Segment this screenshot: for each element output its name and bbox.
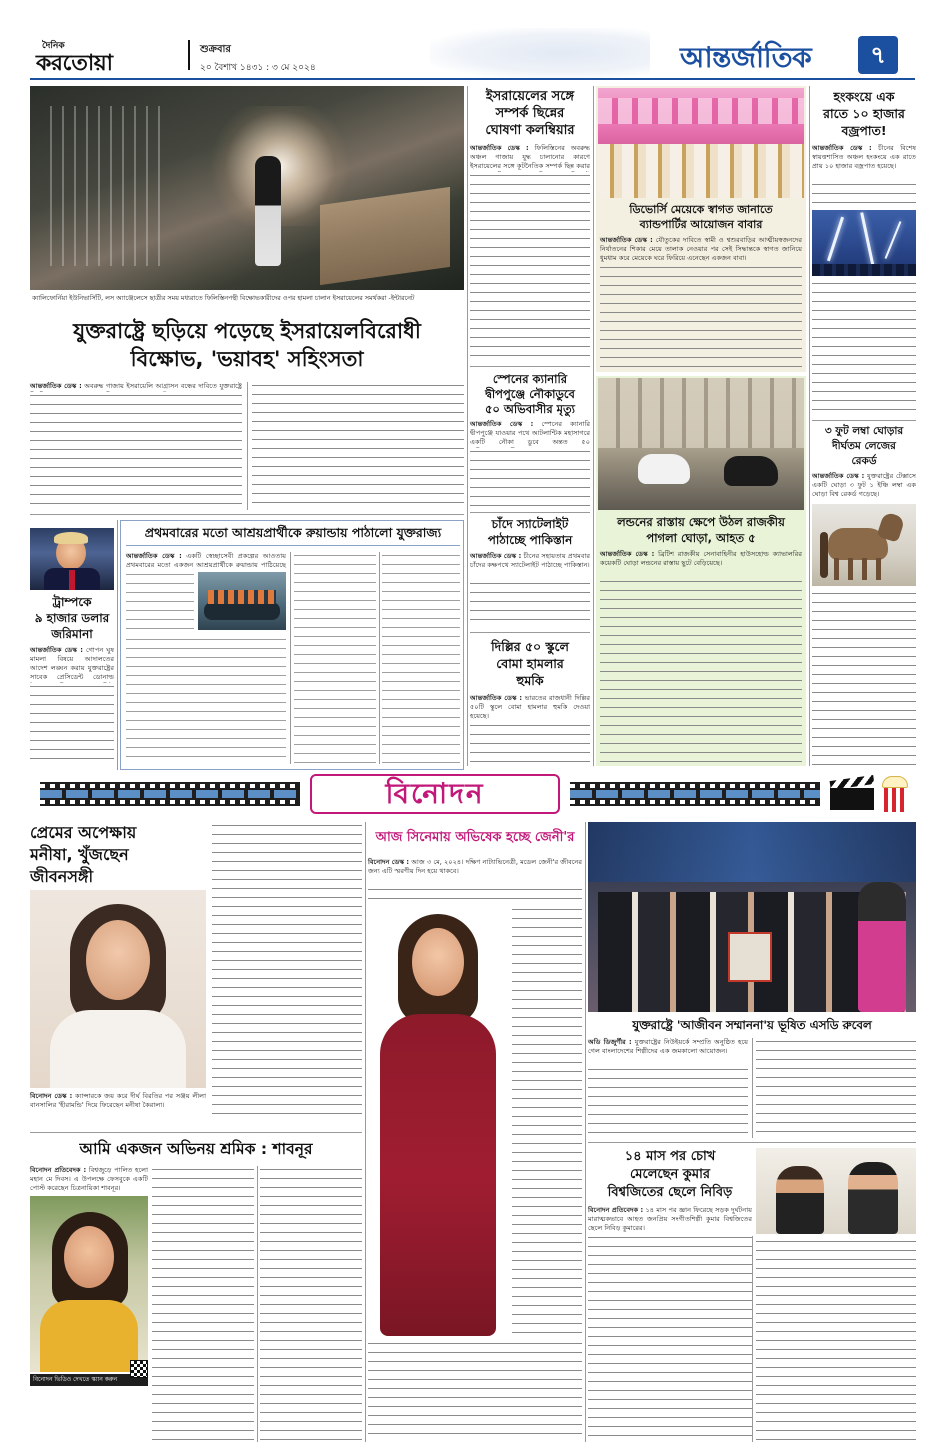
lead-body-intro xyxy=(30,382,242,391)
horse-record-photo xyxy=(812,504,916,586)
satellite-headline-1: চাঁদে স্যাটেলাইট xyxy=(491,517,569,531)
manisha-headline-1: প্রেমের অপেক্ষায় xyxy=(30,823,137,842)
shabnur-photo xyxy=(30,1196,148,1372)
rwanda-body: একটি স্বেচ্ছাসেবী প্রকল্পের আওতায় প্রথমবারের মতো একজন আশ্রয়প্রার্থীকে রুয়ান্ডায় পাঠিয়েছে xyxy=(126,552,286,569)
rwanda-kicker: আন্তর্জাতিক ডেস্ক : xyxy=(126,552,182,560)
hongkong-bolt-2 xyxy=(860,212,875,267)
colombia-headline-2: সম্পর্ক ছিন্নের xyxy=(495,106,565,121)
canary-headline-2: দ্বীপপুঞ্জে নৌকাডুবে xyxy=(485,387,575,401)
rubel-headline: যুক্তরাষ্ট্রে 'আজীবন সম্মাননা'য় ভূষিত এসডি রুবেল xyxy=(632,1018,872,1032)
trump-body-intro xyxy=(30,646,114,682)
canary-headline-3: ৫০ অভিবাসীর মৃত্যু xyxy=(484,402,576,416)
colombia-body-lines xyxy=(470,172,590,362)
divorce-body-lines xyxy=(600,264,802,368)
london-horse-body: ব্রিটিশ রাজকীয় সেনাবাহিনীর হাউসহোল্ড ক্যাভালরির কয়েকটি ঘোড়া লন্ডনের রাস্তায় ছুটে বেড়িয়েছে। xyxy=(600,550,802,567)
satellite-headline-2: পাঠাচ্ছে পাকিস্তান xyxy=(487,533,573,547)
rubel-col-divider xyxy=(752,1038,753,1138)
manisha-body-intro xyxy=(30,1092,206,1128)
satellite-body-intro xyxy=(470,552,590,579)
delhi-body-intro xyxy=(470,694,590,721)
nibir-body-intro xyxy=(588,1206,752,1233)
rwanda-rule xyxy=(126,545,460,546)
delhi-body: ভারতের রাজধানী দিল্লির ৫০টি স্কুলে বোমা হামলার হুমকি দেওয়া হয়েছে। xyxy=(470,694,590,720)
jenny-body-top xyxy=(368,886,582,904)
jenny-body-right xyxy=(512,906,582,1336)
rwanda-headline: প্রথমবারের মতো আশ্রয়প্রার্থীকে রুয়ান্ডায় পাঠালো যুক্তরাজ্য xyxy=(144,525,442,540)
qr-code-icon xyxy=(130,1360,148,1378)
shabnur-body-intro xyxy=(30,1166,148,1193)
london-horse-body-lines xyxy=(600,578,802,762)
rwanda-col-divider-2 xyxy=(379,552,380,764)
rubel-photo-screen xyxy=(588,822,916,882)
rwanda-body-intro xyxy=(126,552,286,570)
divorce-body: যৌতুকের দাবিতে স্বামী ও শ্বশুরবাড়ির আত্মীয়স্বজনদের নির্যাতনের শিকার মেয়ে তালাক নেওয়ার পর সেই সিদ্ধান্তকে স্বাগত জানিয়ে ধুমধাম করে মেয়েকে ঘরে ফিরিয়ে এনেছেন একজন বাবা। xyxy=(600,236,802,262)
trump-headline-2: ৯ হাজার ডলার xyxy=(34,611,110,625)
manisha-body-col-2 xyxy=(212,822,362,1120)
rwanda-body-col-1 xyxy=(126,571,194,633)
jenny-body-intro xyxy=(368,858,582,885)
delhi-body-lines xyxy=(470,722,590,764)
colombia-body-intro xyxy=(470,144,590,171)
hongkong-headline-1: হংকংয়ে এক xyxy=(833,89,895,104)
hongkong-headline-2: রাতে ১০ হাজার xyxy=(823,106,905,121)
film-strip-left-frames xyxy=(40,790,300,798)
rubel-body-intro xyxy=(588,1038,748,1065)
rwanda-col-divider-1 xyxy=(290,552,291,764)
popcorn-icon xyxy=(880,776,910,812)
nibir-photo-person-2 xyxy=(848,1162,898,1234)
jenny-body-bottom xyxy=(368,1340,582,1442)
hongkong-kicker: আন্তর্জাতিক ডেস্ক : xyxy=(812,144,872,152)
binodon-divider-2 xyxy=(585,822,586,1442)
nibir-headline-2: মেলেছেন কুমার xyxy=(629,1167,711,1182)
shabnur-photo-face xyxy=(64,1226,114,1288)
manisha-headline-3: জীবনসঙ্গী xyxy=(30,867,94,886)
film-strip-left-holes-top xyxy=(40,784,300,788)
delhi-headline-1: দিল্লির ৫০ স্কুলে xyxy=(491,639,569,654)
intl-divider-3 xyxy=(809,86,810,766)
horse-record-legs xyxy=(834,558,884,580)
trump-photo-hair xyxy=(54,532,88,544)
colombia-headline-3: ঘোষণা কলম্বিয়ার xyxy=(485,123,575,138)
shabnur-body-col-3 xyxy=(260,1166,362,1442)
jenny-body: আজ ৩ মে, ২০২৪। দক্ষিণ নাট্যাভিনেত্রী, মডেল জেনী'র জীবনের জন্য এটি স্মরণীয় দিন হয়ে থাকবে। xyxy=(368,858,582,875)
clapperboard-icon xyxy=(830,778,874,810)
london-horse-headline-2: পাগলা ঘোড়া, আহত ৫ xyxy=(646,531,756,545)
trump-photo xyxy=(30,528,114,590)
london-horse-photo xyxy=(598,378,804,510)
divorce-kicker: আন্তর্জাতিক ডেস্ক : xyxy=(600,236,653,244)
canary-rule xyxy=(470,512,590,513)
nibir-photo xyxy=(756,1148,916,1234)
rwanda-boat-photo xyxy=(198,572,286,630)
lead-photo-fence xyxy=(40,106,160,266)
hongkong-body-lines-1 xyxy=(812,181,916,207)
lead-bottom-rule xyxy=(30,514,464,515)
london-horse-photo-building xyxy=(598,378,804,448)
popcorn-box xyxy=(884,788,906,812)
lead-body-col-1 xyxy=(30,392,242,510)
film-strip-left-holes-bottom xyxy=(40,800,300,804)
horse-record-kicker: আন্তর্জাতিক ডেস্ক : xyxy=(812,472,865,480)
jenny-headline: আজ সিনেমায় অভিষেক হচ্ছে জেনী'র xyxy=(375,830,575,845)
horse-record-tail xyxy=(820,532,828,578)
intl-divider-2 xyxy=(593,86,594,766)
canary-body-intro xyxy=(470,420,590,447)
trump-kicker: আন্তর্জাতিক ডেস্ক : xyxy=(30,646,83,654)
page-number-badge xyxy=(858,36,898,74)
lead-photo-boards xyxy=(320,187,450,285)
binodon-banner xyxy=(30,774,915,814)
hongkong-skyline xyxy=(812,264,916,276)
logo-text: করতোয়া xyxy=(36,51,113,76)
masthead xyxy=(0,0,945,80)
rwanda-body-col-2 xyxy=(294,552,376,764)
binodon-divider-1 xyxy=(365,822,366,1442)
manisha-photo-dress xyxy=(50,1010,186,1088)
rubel-photo xyxy=(588,822,916,1012)
lead-headline-2: বিক্ষোভ, 'ভয়াবহ' সহিংসতা xyxy=(130,347,364,371)
divorce-headline-1: ডিভোর্সি মেয়েকে স্বাগত জানাতে xyxy=(629,203,773,216)
divorce-headline-2: ব্যান্ডপার্টির আয়োজন বাবার xyxy=(639,218,763,231)
delhi-headline-3: হুমকি xyxy=(516,673,544,688)
delhi-headline-2: বোমা হামলার xyxy=(496,656,564,671)
manisha-kicker: বিনোদন ডেস্ক : xyxy=(30,1092,73,1100)
rubel-body-col-2 xyxy=(756,1038,916,1138)
binodon-title: বিনোদন xyxy=(385,777,485,810)
colombia-body: ফিলিস্তিনের অবরুদ্ধ অঞ্চল গাজায় যুদ্ধ চালানোর কারণে ইসরায়েলের সঙ্গে কূটনৈতিক সম্পর্ক ছিন্ন করার xyxy=(470,144,590,170)
divorce-photo-turbans xyxy=(598,98,804,124)
trump-headline-1: ট্রাম্পকে xyxy=(52,595,92,609)
film-strip-right-holes-bottom xyxy=(570,800,820,804)
canary-body-lines xyxy=(470,448,590,508)
rwanda-body-col-1b xyxy=(126,636,286,764)
london-horse-photo-white xyxy=(638,454,690,484)
london-horse-kicker: আন্তর্জাতিক ডেস্ক : xyxy=(600,550,655,558)
jenny-photo xyxy=(368,906,508,1336)
nibir-body: ১৪ মাস পর জ্ঞান ফিরেছে সড়ক দুর্ঘটনায় মারাত্মকভাবে আহত জনপ্রিয় সংগীতশিল্পী কুমার বিশ্বজিতের ছেলে নিবিড় কুমারের। xyxy=(588,1206,752,1232)
trump-photo-tie xyxy=(69,570,75,590)
satellite-body: চীনের সহায়তায় প্রথমবার চাঁদের কক্ষপথে স্যাটেলাইট পাঠাচ্ছে পাকিস্তান। xyxy=(470,552,590,569)
nibir-kicker: বিনোদন প্রতিবেদক : xyxy=(588,1206,644,1214)
page-number: ৭ xyxy=(870,41,886,69)
horse-record-headline-1: ৩ ফুট লম্বা ঘোড়ার xyxy=(824,425,904,437)
rubel-kicker: অডি ডিজুর্ণীর : xyxy=(588,1038,632,1046)
issue-date: ২০ বৈশাখ ১৪৩১ : ৩ মে ২০২৪ xyxy=(200,63,316,73)
intl-divider-4 xyxy=(117,520,118,770)
film-strip-right xyxy=(570,782,820,806)
shabnur-headline: আমি একজন অভিনয় শ্রমিক : শাবনূর xyxy=(79,1140,313,1158)
satellite-kicker: আন্তর্জাতিক ডেস্ক : xyxy=(470,552,522,560)
satellite-rule xyxy=(470,632,590,633)
rubel-rule xyxy=(588,1142,916,1143)
hongkong-rule xyxy=(812,420,916,421)
rwanda-boat-hull xyxy=(204,602,280,620)
hongkong-body-intro xyxy=(812,144,916,180)
horse-record-body: যুক্তরাষ্ট্রের টেক্সাসে একটি ঘোড়া ৩ ফুট ১ ইঞ্চি লম্বা এক ঘোড়া বিশ্ব রেকর্ড গড়েছে। xyxy=(812,472,916,498)
lead-body-col-2 xyxy=(252,382,464,510)
rubel-body-col-1 xyxy=(588,1066,748,1138)
binodon-title-box xyxy=(310,774,560,814)
divorce-photo-crowd xyxy=(598,144,804,198)
lead-headline-1: যুক্তরাষ্ট্রে ছড়িয়ে পড়েছে ইসরায়েলবিরোধী xyxy=(73,319,421,343)
nibir-body-col-1 xyxy=(588,1234,752,1442)
trump-body: গোপন ঘুষ মামলা বিষয়ে আদালতের আদেশ লঙ্ঘন করায় যুক্তরাষ্ট্রের সাবেক প্রেসিডেন্ট ডোনাল্ড xyxy=(30,646,114,681)
canary-body: স্পেনের ক্যানারি দ্বীপপুঞ্জে যাওয়ার পথে আটলান্টিক মহাসাগরে একটি নৌকা ডুবে অন্তত ৫০ xyxy=(470,420,590,446)
satellite-body-lines xyxy=(470,580,590,628)
issue-day: শুক্রবার xyxy=(200,44,231,55)
divorce-photo xyxy=(598,88,804,198)
masthead-divider xyxy=(188,40,190,70)
popcorn-kernels xyxy=(882,776,908,788)
london-horse-body-intro xyxy=(600,550,802,577)
nibir-body-col-2 xyxy=(756,1238,916,1442)
nibir-photo-person-1 xyxy=(776,1166,824,1234)
clapperboard-body xyxy=(830,788,874,810)
shabnur-photo-dress xyxy=(40,1300,138,1372)
shabnur-qr-caption-text: বিনোদন ভিডিও দেখতে স্ক্যান করুন xyxy=(33,1376,118,1383)
jenny-photo-face xyxy=(412,928,464,996)
delhi-kicker: আন্তর্জাতিক ডেস্ক : xyxy=(470,694,523,702)
hongkong-bolt-3 xyxy=(885,221,902,259)
shabnur-kicker: বিনোদন প্রতিবেদক : xyxy=(30,1166,87,1174)
nibir-headline-3: বিশ্বজিতের ছেলে নিবিড় xyxy=(607,1185,733,1200)
lead-photo-person xyxy=(255,156,281,266)
hongkong-body-lines-2 xyxy=(812,280,916,416)
world-map-banner xyxy=(430,28,650,78)
logo-small-text: দৈনিক xyxy=(42,41,65,51)
manisha-photo-face xyxy=(86,920,150,1000)
film-strip-left xyxy=(40,782,300,806)
canary-headline-1: স্পেনের ক্যানারি xyxy=(492,372,568,386)
rwanda-boat-people xyxy=(208,590,276,604)
horse-record-body-intro xyxy=(812,472,916,499)
london-horse-headline-1: লন্ডনের রাস্তায় ক্ষেপে উঠল রাজকীয় xyxy=(617,515,785,529)
masthead-rule xyxy=(30,78,915,80)
rwanda-body-col-3 xyxy=(382,552,460,764)
jenny-photo-dress xyxy=(380,1014,496,1336)
film-strip-right-holes-top xyxy=(570,784,820,788)
hongkong-body: চীনের বিশেষ স্বায়ত্তশাসিত অঞ্চল হংকংয়ে এক রাতে প্রায় ১০ হাজার বজ্রপাত হয়েছে। xyxy=(812,144,916,170)
manisha-photo xyxy=(30,890,206,1088)
rubel-body: যুক্তরাষ্ট্রের নিউইয়র্কে সম্প্রতি অনুষ্ঠিত হয়ে গেল বাংলাদেশের শিল্পীদের এক জমকালো আয়োজন। xyxy=(588,1038,748,1055)
colombia-kicker: আন্তর্জাতিক ডেস্ক : xyxy=(470,144,529,152)
horse-record-headline-2: দীর্ঘতম লেজের xyxy=(832,440,896,452)
lead-photo-caption: ক্যালিফোর্নিয়া ইউনিভার্সিটি, লস অ্যাঞ্জেলেসে ছাত্রীর সময় মধ্যরাতে ফিলিস্তিনপন্থী বিক্ষোভকারীদের ওপর হামলা চালান ইসরায়েলের সমর্থকরা -ইন্টারনেট xyxy=(32,294,415,302)
hongkong-lightning-photo xyxy=(812,210,916,276)
divorce-body-intro xyxy=(600,236,802,263)
logo xyxy=(36,38,186,74)
manisha-headline-2: মনীষা, খুঁজছেন xyxy=(30,845,129,864)
horse-record-headline-3: রেকর্ড xyxy=(851,455,877,467)
shabnur-body: বিশ্বজুড়ে পালিত হলো মহান মে দিবস। এ উপলক্ষে ফেসবুকে একটি পোস্ট করেছেন চিত্রনায়িকা শাবনূর। xyxy=(30,1166,148,1192)
manisha-body: ক্যান্সারকে জয় করে দীর্ঘ বিরতির পর সঞ্জয় লীলা বানসালির 'হীরামন্ডি' দিয়ে ফিরেছেন মনীষা কৈরালা। xyxy=(30,1092,206,1109)
section-title: আন্তর্জাতিক xyxy=(680,41,812,74)
lead-kicker: আন্তর্জাতিক ডেস্ক : xyxy=(30,382,82,390)
lead-col-divider xyxy=(247,382,248,510)
nibir-col-divider xyxy=(752,1236,753,1442)
jenny-headline-box xyxy=(368,822,582,854)
hongkong-bolt-1 xyxy=(827,217,844,262)
film-strip-right-frames xyxy=(570,790,820,798)
shabnur-body-col-2 xyxy=(152,1166,254,1442)
nibir-headline-1: ১৪ মাস পর চোখ xyxy=(624,1149,716,1164)
lead-body: অবরুদ্ধ গাজায় ইসরায়েলি আগ্রাসন বন্ধের দাবিতে যুক্তরাষ্ট্রে xyxy=(84,382,242,390)
colombia-rule xyxy=(470,366,590,367)
rubel-photo-award xyxy=(728,932,772,982)
canary-kicker: আন্তর্জাতিক ডেস্ক : xyxy=(470,420,534,428)
horse-record-body-lines xyxy=(812,590,916,766)
lead-photo xyxy=(30,86,464,290)
hongkong-headline-3: বজ্রপাত! xyxy=(841,123,887,138)
rubel-photo-guest xyxy=(858,882,906,1012)
manisha-rule xyxy=(30,1132,362,1133)
intl-divider-1 xyxy=(467,86,468,766)
trump-body-lines xyxy=(30,683,114,767)
shabnur-col-divider xyxy=(257,1166,258,1442)
jenny-kicker: বিনোদন ডেস্ক : xyxy=(368,858,410,866)
trump-headline-3: জরিমানা xyxy=(51,627,93,641)
colombia-headline-1: ইসরায়েলের সঙ্গে xyxy=(485,89,575,104)
london-horse-photo-black xyxy=(724,456,778,486)
